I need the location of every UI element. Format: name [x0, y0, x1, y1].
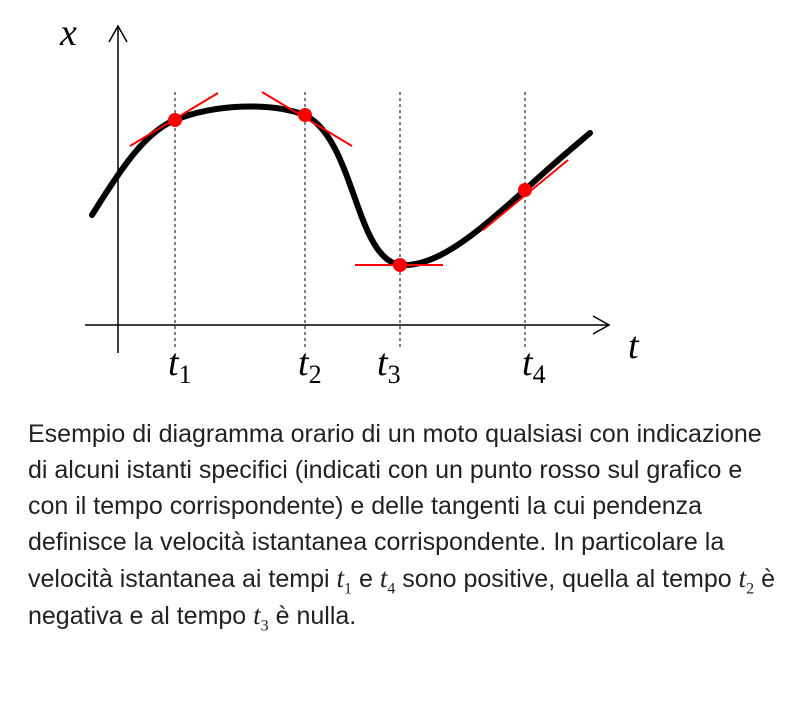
point-t3: [393, 258, 407, 272]
point-t4: [518, 183, 532, 197]
x-axis-label: t: [628, 325, 639, 367]
y-axis-label: x: [60, 12, 77, 54]
position-curve: [92, 106, 590, 265]
point-t1: [168, 113, 182, 127]
caption-text-1: Esempio di diagramma orario di un moto qualsiasi con indicazione di alcuni istanti specifici (indicati con un punto rosso sul grafico e con il tempo corrispondente) e delle tangenti la cui pendenza definisce la velocità istantanea corrispondente. In particolare la velocità istantanea ai tempi: [28, 420, 762, 593]
time-label-t4: $t_4$: [522, 342, 546, 389]
point-t2: [298, 108, 312, 122]
caption-t3: $t_3$: [253, 600, 269, 635]
figure-caption: [28, 416, 788, 634]
caption-text-4: è negativa e al tempo: [28, 565, 775, 630]
caption-t1: $t_1$: [336, 563, 353, 598]
caption-text-2: e: [352, 565, 380, 593]
time-label-t2: $t_2$: [298, 342, 322, 389]
caption-text-5: è nulla.: [268, 602, 357, 630]
caption-t2: $t_2$: [738, 563, 755, 598]
time-label-t3: $t_3$: [377, 342, 401, 389]
caption-text-3: sono positive, quella al tempo: [395, 565, 739, 593]
caption-t4: $t_4$: [379, 563, 396, 598]
time-label-t1: $t_1$: [168, 342, 192, 389]
